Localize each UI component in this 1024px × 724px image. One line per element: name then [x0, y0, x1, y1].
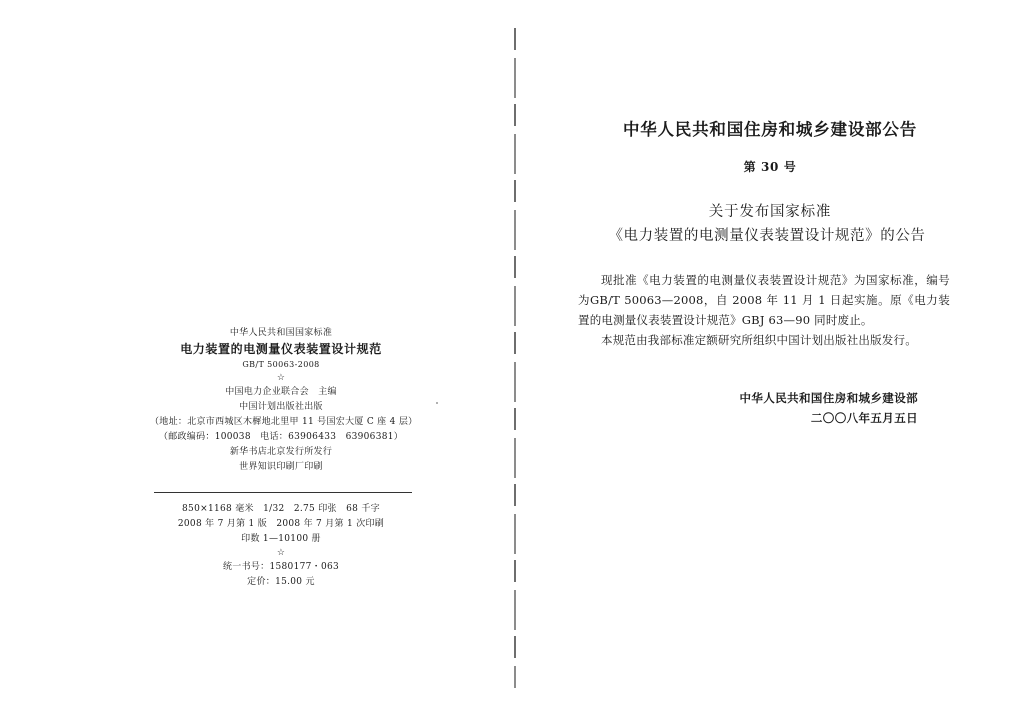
announcement-paragraph-2: 本规范由我部标准定额研究所组织中国计划出版社出版发行。 — [601, 333, 917, 347]
colophon-printer: 世界知识印刷厂印刷 — [239, 462, 323, 472]
spec-isbn: 统一书号：1580177・063 — [222, 562, 340, 572]
print-specs-block — [150, 502, 412, 590]
colophon-series: 中华人民共和国国家标准 — [229, 328, 333, 338]
scan-speck — [436, 402, 438, 404]
colophon-postal: （邮政编码：100038 电话：63906433 63906381） — [158, 432, 404, 442]
star-divider: ☆ — [276, 373, 286, 383]
spec-print-run: 印数 1—10100 册 — [241, 534, 321, 544]
announcement-heading-line2: 《电力装置的电测量仪表装置设计规范》的公告 — [608, 228, 926, 244]
colophon-title: 电力装置的电测量仪表装置设计规范 — [180, 342, 382, 356]
announcement-paragraph-1: 现批准《电力装置的电测量仪表装置设计规范》为国家标准，编号为GB/T 50063—2008，自 2008 年 11 月 1 日起实施。原《电力装置的电测量仪表装置设计规范》GBJ 63—90 同时废止。 — [578, 273, 950, 327]
colophon-publisher: 中国计划出版社出版 — [239, 402, 323, 412]
announcement-heading-line1: 关于发布国家标准 — [708, 204, 832, 220]
signature-issuer: 中华人民共和国住房和城乡建设部 — [739, 391, 918, 405]
signature-block — [720, 388, 918, 428]
star-divider: ☆ — [276, 548, 286, 558]
colophon-rule — [154, 492, 412, 493]
colophon-code: GB/T 50063-2008 — [242, 360, 320, 369]
announcement-title: 中华人民共和国住房和城乡建设部公告 — [622, 120, 918, 139]
announcement-number: 第 30 号 — [743, 160, 797, 174]
announcement-body — [578, 270, 950, 350]
colophon-distributor: 新华书店北京发行所发行 — [229, 447, 333, 457]
spec-price: 定价：15.00 元 — [247, 577, 315, 587]
spec-edition: 2008 年 7 月第 1 版 2008 年 7 月第 1 次印刷 — [177, 519, 385, 529]
colophon-editor: 中国电力企业联合会 主编 — [225, 387, 337, 397]
colophon-address: （地址：北京市西城区木樨地北里甲 11 号国宏大厦 C 座 4 层） — [150, 417, 418, 427]
right-page — [516, 0, 1024, 724]
signature-date: 二〇〇八年五月五日 — [810, 411, 918, 425]
colophon-block — [150, 326, 418, 475]
spec-format: 850×1168 毫米 1/32 2.75 印张 68 千字 — [182, 504, 380, 514]
